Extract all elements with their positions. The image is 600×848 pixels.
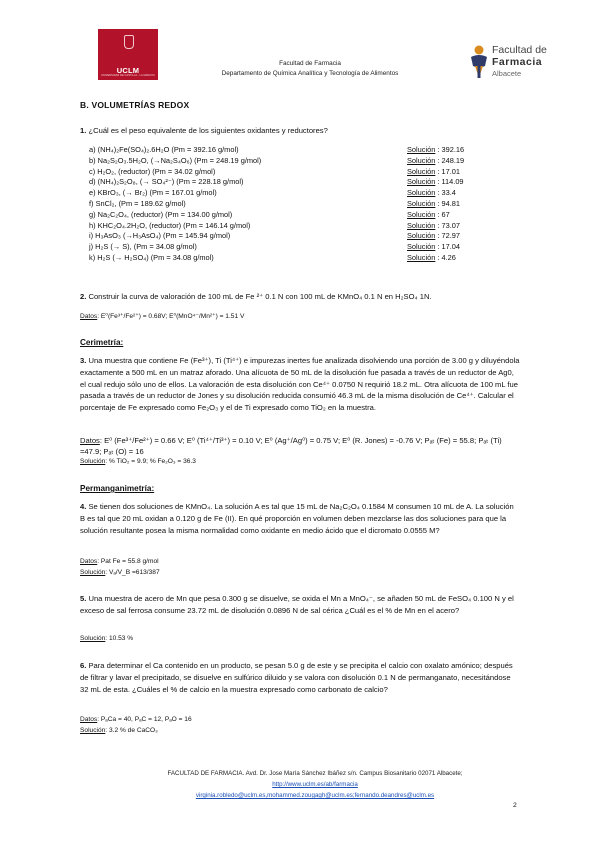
q3-number: 3. <box>80 356 87 365</box>
q2-data <box>80 312 244 322</box>
q3-paragraph <box>80 355 520 414</box>
q1-solution-colon: : <box>437 231 440 241</box>
q1-item-solution <box>407 156 464 165</box>
q1-item-label: h) KHC₂O₄.2H₂O, (reductor) (Pm = 146.14 g/mol) <box>89 220 251 230</box>
q5-solution-label: Solución <box>80 635 106 642</box>
uclm-logo <box>98 29 158 80</box>
q3-data <box>80 436 520 457</box>
q6-text: Para determinar el Ca contenido en un producto, se pesan 5.0 g de este y se precipita el calcio con oxalato amónico; después de filtrar y lavar el precipitado, se disuelve en sulfúrico diluido y se valora con disolución 0.1 N de permanganato, necesitándose 32 mL de esta. ¿Cuáles el % de calcio en la muestra expresado como carbonato de calcio? <box>80 661 513 694</box>
q1-item-solution <box>407 177 464 186</box>
q1-item-solution <box>407 167 460 176</box>
q1-solution-colon: : <box>437 188 440 198</box>
q1-solution-colon: : <box>437 209 440 219</box>
q1-solution-colon: : <box>437 252 440 262</box>
q1-item <box>89 253 509 264</box>
q3-solution-label: Solución <box>80 458 106 465</box>
q6-data-text: : PₐCa = 40, PₐC = 12, PₐO = 16 <box>97 716 192 723</box>
q4-solution <box>80 568 160 578</box>
q1-solution-colon: : <box>437 155 440 165</box>
q4-paragraph <box>80 501 520 536</box>
q6-solution-label: Solución <box>80 727 106 734</box>
q1-solution-value: 33.4 <box>441 188 456 198</box>
faculty-name: Facultad de Farmacia <box>279 60 341 67</box>
q2-data-label: Datos <box>80 313 98 320</box>
q1-item-label: b) Na₂S₂O₃.5H₂O, (→Na₂S₄O₆) (Pm = 248.19 g/mol) <box>89 155 262 165</box>
q1-solution-colon: : <box>437 220 440 230</box>
q1-solution-label: Solución <box>407 177 436 187</box>
q1-item <box>89 199 509 210</box>
q4-solution-text: : Vₐ/V_B =613/387 <box>105 569 160 576</box>
q3-data-label: Datos <box>80 436 100 445</box>
q1-question <box>80 125 328 138</box>
q1-solution-value: 17.04 <box>441 242 460 252</box>
q1-item-label: a) (NH₄)₂Fe(SO₄)₂.6H₂O (Pm = 392.16 g/mol) <box>89 145 239 154</box>
q3-data-text: : E⁰ (Fe³⁺/Fe²⁺) = 0.66 V; E⁰ (Ti⁴⁺/Ti³⁺) = 0.10 V; E⁰ (Ag⁺/Ag⁰) = 0.75 V; E⁰ (R. Jones) = -0.76 V; Pₐₜ (Fe) = 55.8; Pₐₜ (Ti) =47.9; Pₐₜ (O) = 16 <box>80 436 502 456</box>
q1-item-solution <box>407 199 460 208</box>
q1-item-solution <box>407 231 460 240</box>
q6-solution <box>80 726 158 736</box>
footer-url-link[interactable]: http://www.uclm.es/ab/farmacia <box>272 781 358 788</box>
q1-solution-label: Solución <box>407 145 436 154</box>
q1-solution-colon: : <box>437 145 440 154</box>
q1-item-solution <box>407 145 464 154</box>
section-title: B. VOLUMETRÍAS REDOX <box>80 100 190 110</box>
header-center <box>180 59 440 79</box>
q1-solution-value: 72.97 <box>441 231 460 241</box>
q1-item <box>89 242 509 253</box>
q4-text: Se tienen dos soluciones de KMnO₄. La solución A es tal que 15 mL de Na₂C₂O₄ 0.1584 M consumen 10 mL de A. La solución B es tal que 20 mL oxidan a 0.120 g de Fe (II). En qué proporción en volumen deben mezclarse las dos soluciones para que la solución resultante posea la misma normalidad como oxidante en medio ácido que el dicromato 0.0555 M? <box>80 502 514 535</box>
farmacia-logo-line1: Facultad de <box>492 44 547 56</box>
q6-solution-text: : 3.2 % de CaCO₃ <box>105 727 158 734</box>
q1-item-solution <box>407 253 456 262</box>
q1-solution-label: Solución <box>407 188 436 198</box>
q4-data <box>80 557 159 567</box>
footer-address: FACULTAD DE FARMACIA. Avd. Dr. Jose María Sánchez Ibáñez s/n. Campus Biosanitario 02071 Albacete; <box>167 770 463 777</box>
q1-item <box>89 156 509 167</box>
q5-number: 5. <box>80 594 87 603</box>
uclm-brand-text: UCLM <box>116 66 140 75</box>
department-name: Departamento de Química Analítica y Tecnología de Alimentos <box>221 70 399 77</box>
q1-solution-label: Solución <box>407 198 436 208</box>
q1-item-label: k) H₂S (→ H₂SO₄) (Pm = 34.08 g/mol) <box>89 252 214 262</box>
q1-solution-value: 94.81 <box>441 198 460 208</box>
q5-paragraph <box>80 593 520 617</box>
q1-item <box>89 210 509 221</box>
q5-solution-text: : 10.53 % <box>105 635 134 642</box>
q4-solution-label: Solución <box>80 569 106 576</box>
q1-number: 1. <box>80 126 87 135</box>
q1-item-solution <box>407 242 460 251</box>
q1-list <box>89 145 509 264</box>
q1-solution-value: 73.07 <box>441 220 460 230</box>
q1-solution-label: Solución <box>407 242 436 252</box>
q1-solution-value: 392.16 <box>441 145 465 154</box>
farmacia-logo <box>468 44 578 84</box>
q3-text: Una muestra que contiene Fe (Fe³⁺), Ti (Ti⁴⁺) e impurezas inertes fue analizada disolviendo una porción de 3.00 g y diluyéndola exactamente a 500 mL en un matraz aforado. Una alícuota de 50 mL de la disolución fue pasada a través de un reductor de Ag0, el cual redujo sólo uno de ellos. La valoración de esta disolución con Ce⁴⁺ 0.0750 N requirió 18.2 mL. Otra alícuota de 100 mL fue pasada a través de un reductor de Jones y su disolución reducida consumió 46.3 mL de la misma disolución de Ce⁴⁺. Calcular el porcentaje de Fe expresado como Fe₂O₃ y el de Ti expresado como TiO₂ en la muestra. <box>80 356 520 413</box>
q2-data-text: : E⁰(Fe³⁺/Fe²⁺) = 0.68V; E⁰(MnO⁴⁻/Mn²⁺) = 1.51 V <box>97 313 245 320</box>
farmacia-emblem-icon <box>468 44 490 80</box>
q1-item-label: g) Na₂C₂O₄, (reductor) (Pm = 134.00 g/mol) <box>89 209 233 219</box>
q6-data-label: Datos <box>80 716 98 723</box>
q1-item <box>89 177 509 188</box>
permanganimetria-heading: Permanganimetría: <box>80 484 155 493</box>
q1-solution-label: Solución <box>407 166 436 176</box>
q1-solution-colon: : <box>437 198 440 208</box>
q5-text: Una muestra de acero de Mn que pesa 0.300 g se disuelve, se oxida el Mn a MnO₄⁻, se añaden 50 mL de FeSO₄ 0.100 N y el exceso de sal ferrosa consume 23.72 mL de disolución 0.0896 N de sal cérica ¿Cuál es el % de Mn en el acero? <box>80 594 514 615</box>
q1-item <box>89 231 509 242</box>
q6-number: 6. <box>80 661 87 670</box>
q1-item <box>89 167 509 178</box>
q1-item-label: d) (NH₄)₂S₂O₈, (→ SO₄²⁻) (Pm = 228.18 g/mol) <box>89 177 244 187</box>
q1-solution-label: Solución <box>407 252 436 262</box>
q1-solution-value: 114.09 <box>441 177 464 187</box>
q2-number: 2. <box>80 292 87 301</box>
q1-item-label: i) H₃AsO₃ (→H₃AsO₄) (Pm = 145.94 g/mol) <box>89 231 231 241</box>
q1-item <box>89 188 509 199</box>
q3-solution-text: : % TiO₂ = 9.9; % Fe₂O₃ = 36.3 <box>105 458 196 465</box>
q4-data-label: Datos <box>80 558 98 565</box>
q1-item-solution <box>407 210 450 219</box>
farmacia-logo-line3: Albacete <box>492 69 522 78</box>
q1-solution-colon: : <box>437 242 440 252</box>
q1-solution-value: 248.19 <box>441 155 465 165</box>
q1-item <box>89 221 509 232</box>
q2-text: Construir la curva de valoración de 100 mL de Fe ²⁺ 0.1 N con 100 mL de KMnO₄ 0.1 N en H₂SO₄ 1N. <box>88 292 432 301</box>
q1-item-label: c) H₂O₂, (reductor) (Pm = 34.02 g/mol) <box>89 166 216 176</box>
q1-item-label: e) KBrO₃, (→ Br₂) (Pm = 167.01 g/mol) <box>89 188 217 198</box>
q1-text: ¿Cuál es el peso equivalente de los siguientes oxidantes y reductores? <box>88 126 328 135</box>
uclm-brand-subtitle: UNIVERSIDAD DE CASTILLA - LA MANCHA <box>101 74 155 77</box>
q3-solution <box>80 457 196 467</box>
q6-data <box>80 715 192 725</box>
q1-solution-value: 67 <box>441 209 450 219</box>
q4-data-text: : Pat Fe = 55.8 g/mol <box>97 558 159 565</box>
q1-solution-colon: : <box>437 166 440 176</box>
q1-solution-label: Solución <box>407 231 436 241</box>
farmacia-logo-line2: Farmacia <box>492 56 543 68</box>
q1-solution-label: Solución <box>407 209 436 219</box>
footer-emails-link[interactable]: virginia.robledo@uclm.es,mohammed.zougagh@uclm.es;fernando.deandres@uclm.es <box>195 792 435 799</box>
q1-item-label: j) H₂S (→ S), (Pm = 34.08 g/mol) <box>89 242 197 252</box>
q2-question <box>80 291 432 304</box>
uclm-crest-icon <box>124 35 134 49</box>
q1-solution-colon: : <box>437 177 440 187</box>
q1-item-solution <box>407 221 460 230</box>
q1-item-label: f) SnCl₂, (Pm = 189.62 g/mol) <box>89 198 186 208</box>
q4-number: 4. <box>80 502 87 511</box>
q1-solution-value: 17.01 <box>441 166 460 176</box>
q1-item <box>89 145 509 156</box>
q5-solution <box>80 634 133 644</box>
cerimetria-heading: Cerimetría: <box>80 338 124 347</box>
q1-solution-label: Solución <box>407 155 436 165</box>
q1-solution-value: 4.26 <box>441 252 456 262</box>
q1-item-solution <box>407 188 456 197</box>
q6-paragraph <box>80 660 520 695</box>
page-footer <box>120 768 510 801</box>
q1-solution-label: Solución <box>407 220 436 230</box>
page-number: 2 <box>513 802 517 809</box>
